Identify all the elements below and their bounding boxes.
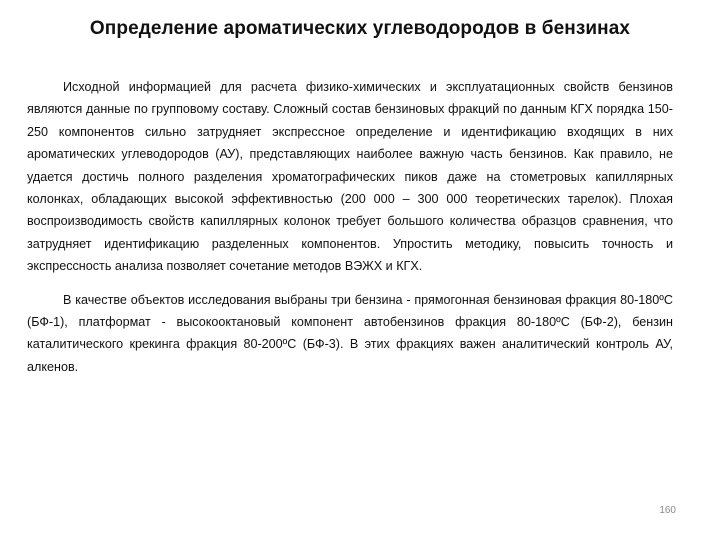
slide-body [27,76,673,389]
page-number: 160 [659,505,676,516]
slide-title: Определение ароматических углеводородов в бензинах [89,18,631,39]
body-paragraph-1: Исходной информацией для расчета физико-химических и эксплуатационных свойств бензинов являются данные по групповому составу. Сложный состав бензиновых фракций по данным КГХ порядка 150-250 компонентов сильно затрудняет экспрессное определение и идентификацию входящих в них ароматических углеводородов (АУ), представляющих наиболее важную часть бензинов. Как правило, не удается достичь полного разделения хроматографических пиков даже на стометровых капиллярных колонках, обладающих высокой эффективностью (200 000 – 300 000 теоретических тарелок). Плохая воспроизводимость свойств капиллярных колонок требует большого количества образцов сравнения, что затрудняет идентификацию разделенных компонентов. Упростить методику, повысить точность и экспрессность анализа позволяет сочетание методов ВЭЖХ и КГХ. [27,80,673,274]
body-paragraph-2: В качестве объектов исследования выбраны три бензина - прямогонная бензиновая фракция 80-180ºС (БФ-1), платформат - высокооктановый компонент автобензинов фракция 80-180ºС (БФ-2), бензин каталитического крекинга фракция 80-200ºС (БФ-3). В этих фракциях важен аналитический контроль АУ, алкенов. [27,292,673,374]
